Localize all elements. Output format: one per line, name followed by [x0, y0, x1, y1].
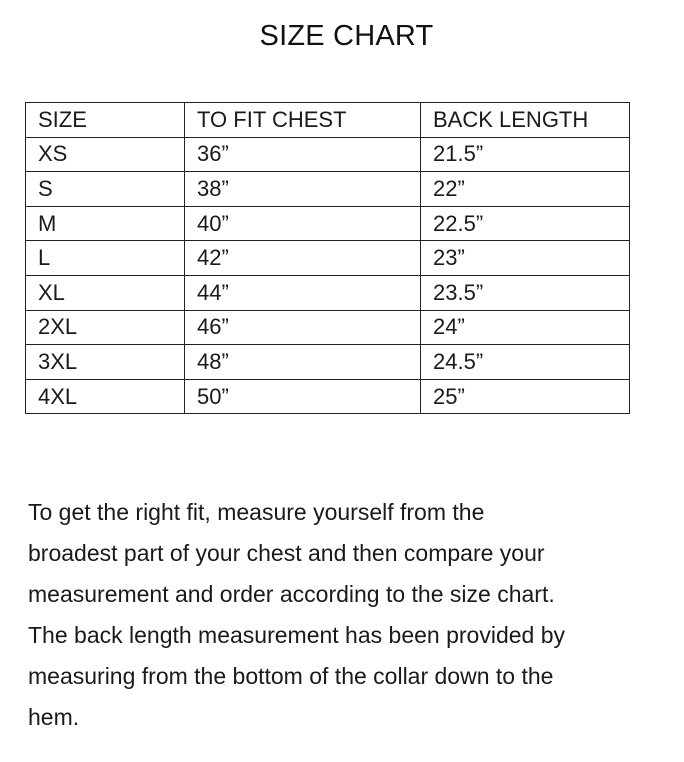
- cell-chest: 50”: [185, 379, 421, 414]
- table-row: [26, 137, 630, 172]
- instruction-line: broadest part of your chest and then compare your: [28, 540, 545, 566]
- instruction-line: The back length measurement has been provided by: [28, 622, 565, 648]
- cell-size: 2XL: [26, 310, 185, 345]
- column-header-size: SIZE: [26, 103, 185, 138]
- cell-size: 4XL: [26, 379, 185, 414]
- cell-chest: 42”: [185, 241, 421, 276]
- cell-size: M: [26, 206, 185, 241]
- cell-size: XL: [26, 275, 185, 310]
- cell-chest: 46”: [185, 310, 421, 345]
- instruction-line: measuring from the bottom of the collar down to the: [28, 663, 554, 689]
- instruction-line: To get the right fit, measure yourself from the: [28, 499, 485, 525]
- instruction-line: hem.: [28, 704, 80, 730]
- table-row: [26, 241, 630, 276]
- cell-back-length: 22.5”: [421, 206, 630, 241]
- cell-size: 3XL: [26, 345, 185, 380]
- table-row: [26, 275, 630, 310]
- page-title: SIZE CHART: [259, 20, 434, 52]
- cell-back-length: 21.5”: [421, 137, 630, 172]
- cell-back-length: 23”: [421, 241, 630, 276]
- instruction-line: measurement and order according to the size chart.: [28, 581, 555, 607]
- table-row: [26, 172, 630, 207]
- cell-chest: 38”: [185, 172, 421, 207]
- table-row: [26, 379, 630, 414]
- cell-size: XS: [26, 137, 185, 172]
- cell-back-length: 24.5”: [421, 345, 630, 380]
- cell-chest: 36”: [185, 137, 421, 172]
- cell-size: L: [26, 241, 185, 276]
- cell-back-length: 25”: [421, 379, 630, 414]
- cell-back-length: 22”: [421, 172, 630, 207]
- table-row: [26, 206, 630, 241]
- table-header-row: [26, 103, 630, 138]
- cell-chest: 44”: [185, 275, 421, 310]
- cell-back-length: 24”: [421, 310, 630, 345]
- column-header-chest: TO FIT CHEST: [185, 103, 421, 138]
- fit-instructions: [28, 492, 668, 738]
- cell-chest: 40”: [185, 206, 421, 241]
- table-row: [26, 310, 630, 345]
- size-chart-table: [25, 102, 630, 414]
- column-header-back-length: BACK LENGTH: [421, 103, 630, 138]
- cell-back-length: 23.5”: [421, 275, 630, 310]
- table-row: [26, 345, 630, 380]
- cell-chest: 48”: [185, 345, 421, 380]
- cell-size: S: [26, 172, 185, 207]
